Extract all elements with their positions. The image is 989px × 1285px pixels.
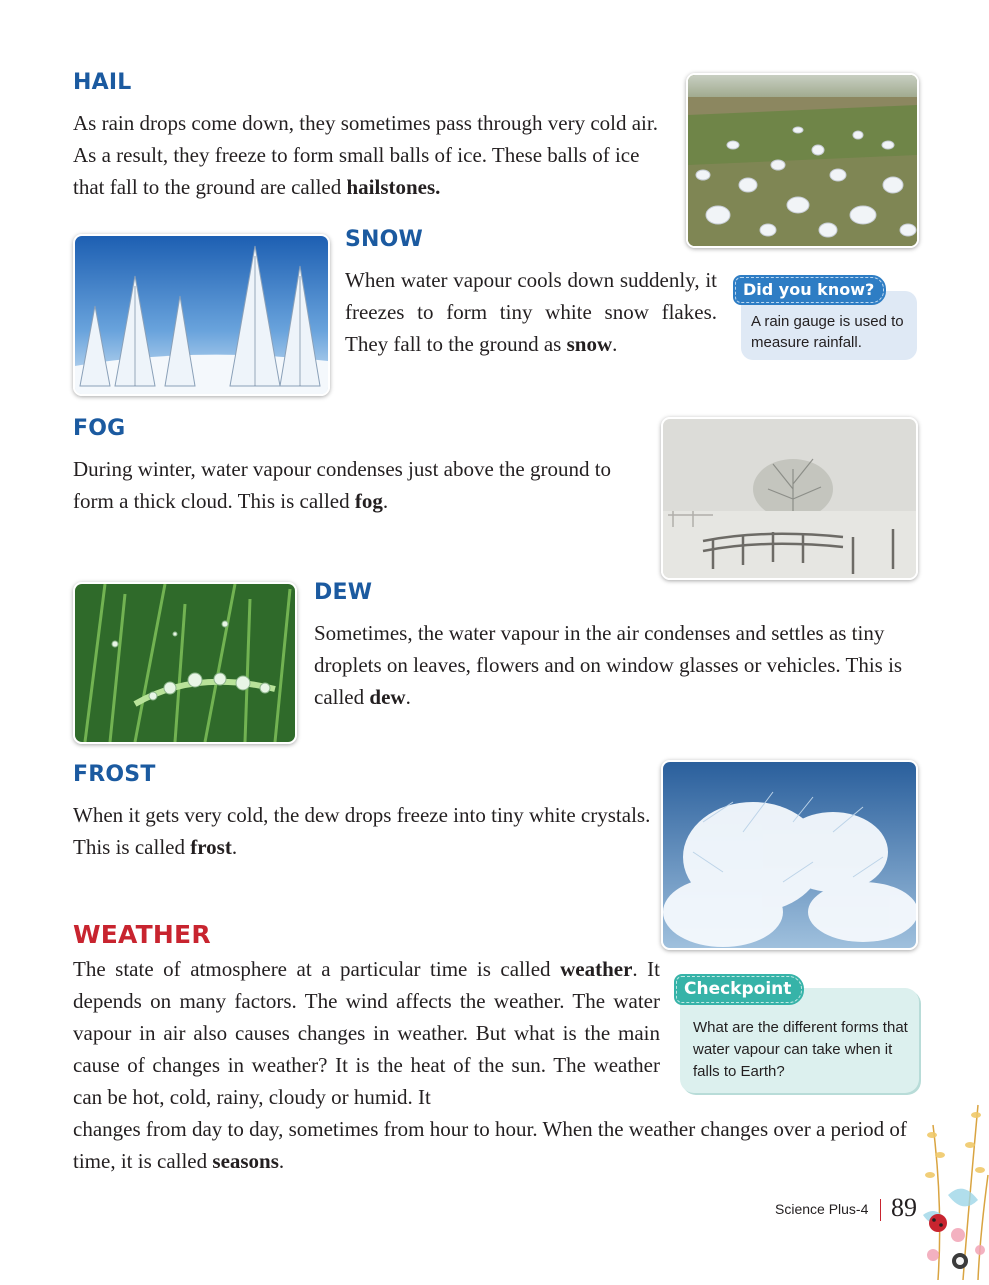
did-you-know-text: A rain gauge is used to measure rainfall. (751, 313, 904, 351)
did-you-know-tag: Did you know? (735, 277, 884, 303)
heading-hail: HAIL (73, 70, 132, 95)
paragraph-fog: During winter, water vapour condenses just above the ground to form a thick cloud. This is called fog. (73, 457, 612, 513)
hailstones-photo (686, 73, 919, 248)
snowy-trees-photo (73, 234, 330, 396)
paragraph-hail: As rain drops come down, they sometimes pass through very cold air. As a result, they freeze to form small balls of ice. These balls of ice that fall to the ground are called hailstones. (73, 111, 658, 199)
heading-frost: FROST (73, 762, 156, 787)
frost-crystals-photo (661, 760, 918, 950)
page-number: 89 (891, 1193, 917, 1222)
checkpoint-tag: Checkpoint (676, 976, 802, 1003)
paragraph-snow: When water vapour cools down suddenly, it freezes to form tiny white snow flakes. They fall to the ground as snow. (345, 268, 717, 356)
heading-weather: WEATHER (73, 920, 211, 949)
book-title: Science Plus-4 (775, 1201, 869, 1217)
footer-divider (880, 1199, 881, 1221)
foggy-lake-photo (661, 417, 918, 580)
paragraph-weather: The state of atmosphere at a particular time is called weather. It depends on many factors. The wind affects the weather. The water vapour in air also causes changes in weather. But what is the main cause of changes in weather? It is the heat of the sun. The weather can be hot, cold, rainy, cloudy or humid. It (73, 957, 661, 1109)
paragraph-dew: Sometimes, the water vapour in the air condenses and settles as tiny droplets on leaves, flowers and on window glasses or vehicles. This is called dew. (314, 621, 903, 709)
paragraph-weather-continued: changes from day to day, sometimes from hour to hour. When the weather changes over a period of time, it is called seasons. (73, 1117, 907, 1173)
checkpoint-box (676, 976, 919, 1093)
floral-corner-decoration (918, 1085, 989, 1280)
heading-snow: SNOW (345, 227, 424, 252)
heading-fog: FOG (73, 416, 126, 441)
checkpoint-question: What are the different forms that water vapour can take when it falls to Earth? (693, 1019, 908, 1080)
dew-drops-photo (73, 582, 297, 744)
paragraph-frost: When it gets very cold, the dew drops freeze into tiny white crystals. This is called frost. (73, 803, 651, 859)
heading-dew: DEW (314, 580, 373, 605)
did-you-know-box (735, 277, 917, 360)
